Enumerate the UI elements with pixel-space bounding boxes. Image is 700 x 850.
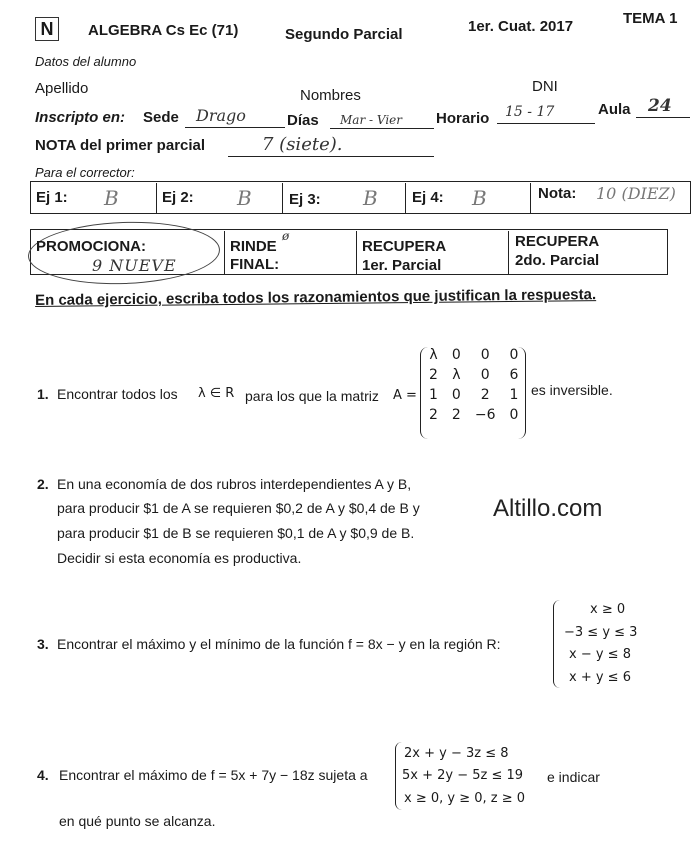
- ex4-constraint-3: x ≥ 0, y ≥ 0, z ≥ 0: [404, 791, 526, 806]
- nota-primer-parcial-value: 7 (siete).: [262, 134, 343, 155]
- matrix-cell: 0: [480, 367, 490, 383]
- horario-value: 15 - 17: [505, 104, 555, 120]
- matrix-cell: 0: [509, 347, 519, 363]
- ex3-text: Encontrar el máximo y el mínimo de la función f = 8x − y en la región R:: [57, 636, 501, 652]
- ex4-number: 4.: [37, 767, 49, 783]
- matrix-cell: −6: [474, 407, 496, 423]
- matrix-cell: 1: [429, 387, 438, 403]
- horario-label: Horario: [436, 110, 490, 127]
- ej3-label: Ej 3:: [289, 191, 321, 208]
- nota-primer-parcial-label: NOTA del primer parcial: [35, 137, 206, 154]
- sede-underline: [185, 127, 285, 128]
- ex1-matrix: [420, 345, 525, 425]
- rinde-label-1: RINDE: [230, 238, 277, 255]
- dias-label: Días: [287, 112, 319, 129]
- matrix-cell: λ: [429, 347, 438, 363]
- recupera1-label-1: RECUPERA: [362, 238, 447, 255]
- matrix-cell: λ: [452, 367, 461, 383]
- aula-value: 24: [648, 96, 672, 116]
- dni-label: DNI: [532, 78, 558, 95]
- ex1-text-after: es inversible.: [531, 382, 613, 398]
- rinde-mark: ø: [282, 229, 290, 243]
- ex4-text: Encontrar el máximo de f = 5x + 7y − 18z sujeta a: [59, 767, 368, 783]
- nota-final-label: Nota:: [538, 185, 577, 202]
- matrix-cell: 2: [451, 407, 461, 423]
- matrix-cell: 0: [451, 347, 461, 363]
- aula-label: Aula: [598, 101, 631, 118]
- ex1-text-mid: para los que la matriz: [245, 388, 379, 404]
- recupera1-label-2: 1er. Parcial: [362, 257, 442, 274]
- ej4-mark: B: [472, 186, 487, 210]
- ex1-text-before: Encontrar todos los: [57, 386, 178, 402]
- inscripto-label: Inscripto en:: [35, 109, 126, 126]
- ex1-number: 1.: [37, 386, 49, 402]
- ex3-constraint-4: x + y ≤ 6: [569, 670, 631, 685]
- matrix-cell: 0: [509, 407, 519, 423]
- corrector-table: [30, 181, 691, 214]
- ex1-a-eq: A =: [393, 388, 417, 403]
- ej1-label: Ej 1:: [36, 189, 68, 206]
- ex3-constraint-2: −3 ≤ y ≤ 3: [564, 625, 638, 640]
- dias-value: Mar - Vier: [340, 113, 402, 127]
- ex2-line-4: Decidir si esta economía es productiva.: [57, 550, 302, 566]
- matrix-cell: 1: [509, 387, 519, 403]
- sede-value: Drago: [196, 106, 246, 125]
- ej1-mark: B: [104, 186, 119, 210]
- instruction-text: En cada ejercicio, escriba todos los razonamientos que justifican la respuesta.: [35, 286, 597, 309]
- recupera2-label-2: 2do. Parcial: [515, 252, 600, 269]
- nombres-label: Nombres: [300, 87, 361, 104]
- ex3-constraint-1: x ≥ 0: [590, 602, 626, 617]
- ex3-number: 3.: [37, 636, 49, 652]
- ex4-constraint-2: 5x + 2y − 5z ≤ 19: [402, 768, 524, 783]
- nota-underline: [228, 156, 434, 157]
- ej2-mark: B: [237, 186, 252, 210]
- matrix-cell: 2: [429, 367, 438, 383]
- ex4-constraint-1: 2x + y − 3z ≤ 8: [404, 746, 509, 761]
- matrix-cell: 2: [429, 407, 438, 423]
- ex4-line-2: en qué punto se alcanza.: [59, 813, 216, 829]
- corrector-title: Para el corrector:: [35, 165, 135, 180]
- ej2-label: Ej 2:: [162, 189, 194, 206]
- ex2-line-1: En una economía de dos rubros interdependientes A y B,: [57, 476, 412, 492]
- rinde-label-2: FINAL:: [230, 256, 280, 273]
- ex4-brace: [395, 742, 402, 810]
- ej4-label: Ej 4:: [412, 189, 444, 206]
- aula-underline: [636, 117, 690, 118]
- matrix-cell: 6: [509, 367, 519, 383]
- matrix-cell: 0: [480, 347, 490, 363]
- course-title: ALGEBRA Cs Ec (71): [88, 22, 239, 39]
- dias-underline: [330, 128, 434, 129]
- promociona-label: PROMOCIONA:: [36, 238, 146, 255]
- student-section-title: Datos del alumno: [35, 54, 137, 69]
- matrix-cell: 2: [480, 387, 490, 403]
- exam-title: Segundo Parcial: [285, 26, 403, 43]
- ex3-constraint-3: x − y ≤ 8: [569, 647, 631, 662]
- ej3-mark: B: [363, 186, 378, 210]
- ex2-line-2: para producir $1 de A se requieren $0,2 de A y $0,4 de B y: [57, 500, 420, 516]
- nota-final-mark: 10 (DIEZ): [596, 184, 676, 203]
- promociona-value: 9 NUEVE: [92, 256, 177, 275]
- ex2-line-3: para producir $1 de B se requieren $0,1 de A y $0,9 de B.: [57, 525, 415, 541]
- sede-label: Sede: [143, 109, 179, 126]
- ex4-text-after: e indicar: [547, 769, 600, 785]
- exam-letter-box: [35, 17, 59, 41]
- tema-label: TEMA 1: [623, 10, 678, 27]
- apellido-label: Apellido: [35, 80, 89, 97]
- matrix-cell: 0: [451, 387, 461, 403]
- ex3-brace: [553, 600, 560, 688]
- exam-period: 1er. Cuat. 2017: [468, 18, 574, 35]
- recupera2-label-1: RECUPERA: [515, 233, 600, 250]
- ex1-lambda: λ ∈ R: [198, 386, 235, 401]
- horario-underline: [497, 123, 595, 124]
- ex2-number: 2.: [37, 476, 49, 492]
- watermark: Altillo.com: [493, 495, 603, 522]
- exam-letter: N: [40, 19, 54, 39]
